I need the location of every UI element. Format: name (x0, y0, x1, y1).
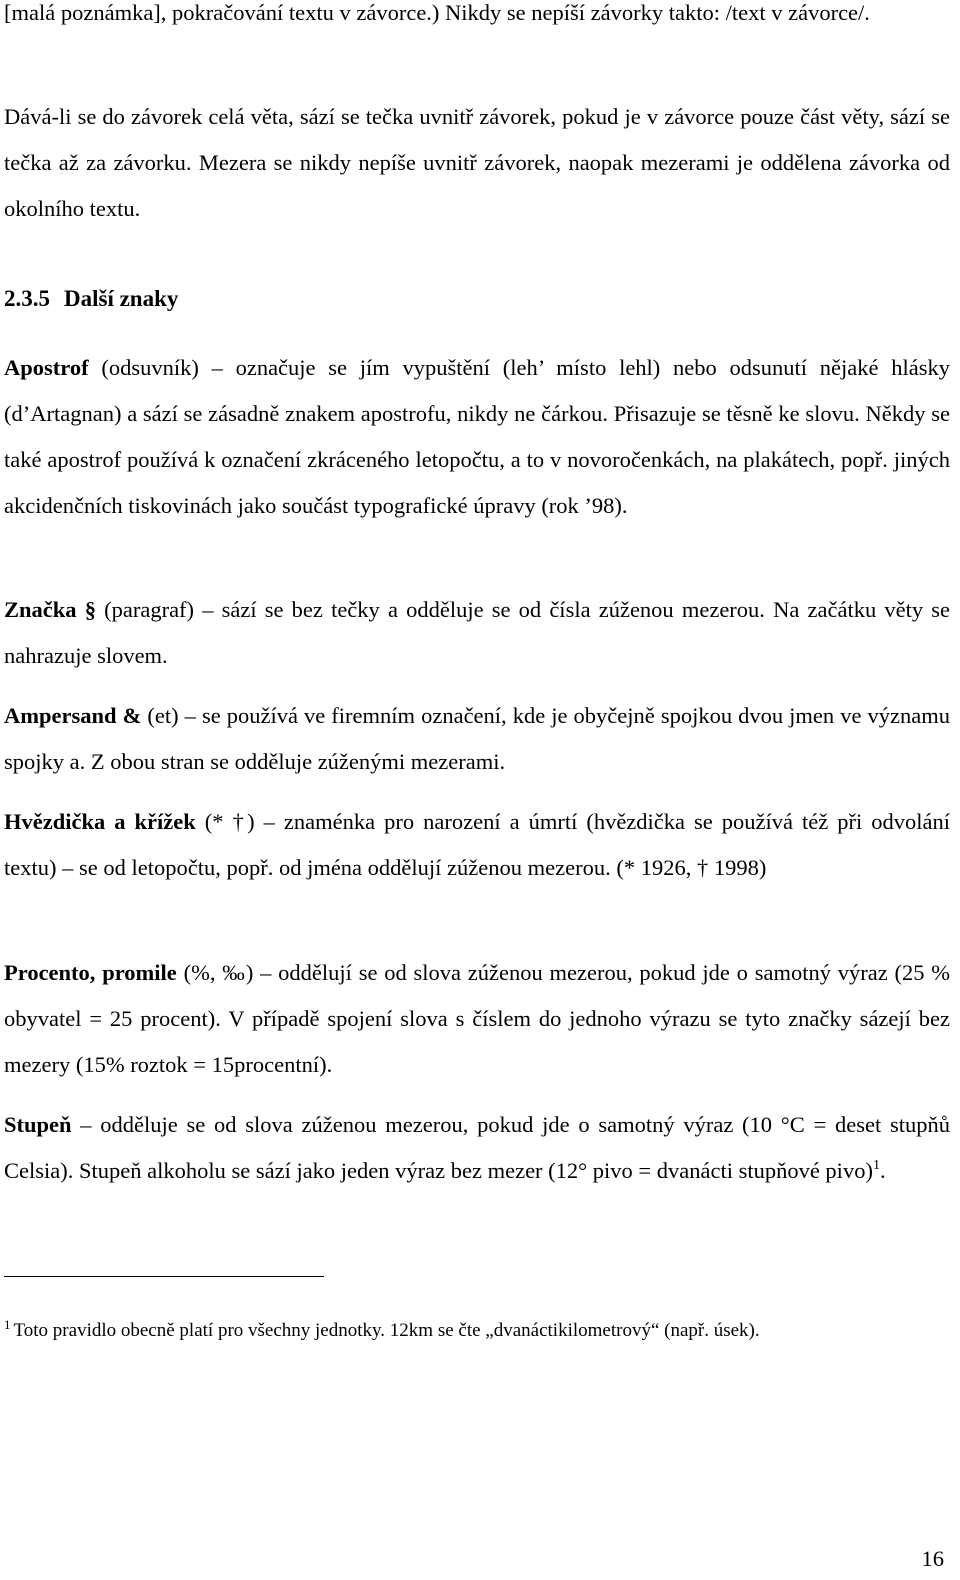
paragraph-znacka (4, 587, 950, 679)
term-procento: Procento, promile (4, 960, 177, 985)
page-number: 16 (921, 1546, 944, 1571)
text-ampersand: (et) – se používá ve firemním označení, kde je obyčejně spojkou dvou jmen ve významu spojky a. Z obou stran se odděluje zúženými mezerami. (4, 703, 950, 774)
footnote-reference[interactable]: 1 (872, 1158, 880, 1173)
paragraph-ampersand (4, 693, 950, 785)
text-stupen: – odděluje se od slova zúženou mezerou, pokud jde o samotný výraz (10 °C = deset stupňů Celsia). Stupeň alkoholu se sází jako jeden výraz bez mezer (12° pivo = dvanácti stupňové pivo) (4, 1112, 950, 1183)
footnote (4, 1318, 950, 1344)
term-apostrof: Apostrof (4, 355, 89, 380)
term-ampersand: Ampersand & (4, 703, 142, 728)
paragraph-symbol: § (76, 597, 96, 622)
paragraph-stupen (4, 1102, 950, 1194)
text-znacka: (paragraf) – sází se bez tečky a odděluje se od čísla zúženou mezerou. Na začátku věty se nahrazuje slovem. (4, 597, 951, 668)
paragraph-continuation: [malá poznámka], pokračování textu v závorce.) Nikdy se nepíší závorky takto: /text v závorce/. (4, 0, 870, 25)
term-stupen: Stupeň (4, 1112, 72, 1137)
text-procento: (%, ‰) – oddělují se od slova zúženou mezerou, pokud jde o samotný výraz (25 % obyvatel = 25 procent). V případě spojení slova s číslem do jednoho výrazu se tyto značky sázejí bez mezery (15% roztok = 15procentní). (4, 960, 950, 1077)
footnote-text: Toto pravidlo obecně platí pro všechny jednotky. 12km se čte „dvanáctikilometrový“ (např. úsek). (13, 1320, 760, 1341)
paragraph-hvezdicka (4, 799, 950, 891)
text-apostrof: (odsuvník) – označuje se jím vypuštění (leh’ místo lehl) nebo odsunutí nějaké hlásky (d’Artagnan) a sází se zásadně znakem apostrofu, nikdy ne čárkou. Přisazuje se těsně ke slovu. Někdy se také apostrof používá k označení zkráceného letopočtu, a to v novoročenkách, na plakátech, popř. jiných akcidenčních tiskovinách jako součást typografické úpravy (rok ’98). (4, 355, 950, 518)
section-title: Další znaky (64, 286, 179, 311)
paragraph-brackets: Dává-li se do závorek celá věta, sází se tečka uvnitř závorek, pokud je v závorce pouze část věty, sází se tečka až za závorku. Mezera se nikdy nepíše uvnitř závorek, naopak mezerami je oddělena závorka od okolního textu. (4, 104, 950, 221)
text-hvezdicka: (* †) – znaménka pro narození a úmrtí (hvězdička se používá též při odvolání textu) – se od letopočtu, popř. od jména oddělují zúženou mezerou. (* 1926, † 1998) (4, 809, 950, 880)
footnote-separator (4, 1276, 324, 1277)
paragraph-apostrof (4, 345, 950, 529)
paragraph-procento (4, 950, 950, 1088)
section-number: 2.3.5 (4, 286, 50, 311)
term-hvezdicka: Hvězdička a křížek (4, 809, 196, 834)
footnote-marker: 1 (4, 1317, 11, 1332)
term-znacka: Značka (4, 597, 77, 622)
text-stupen-end: . (879, 1158, 886, 1183)
section-heading (4, 276, 178, 322)
